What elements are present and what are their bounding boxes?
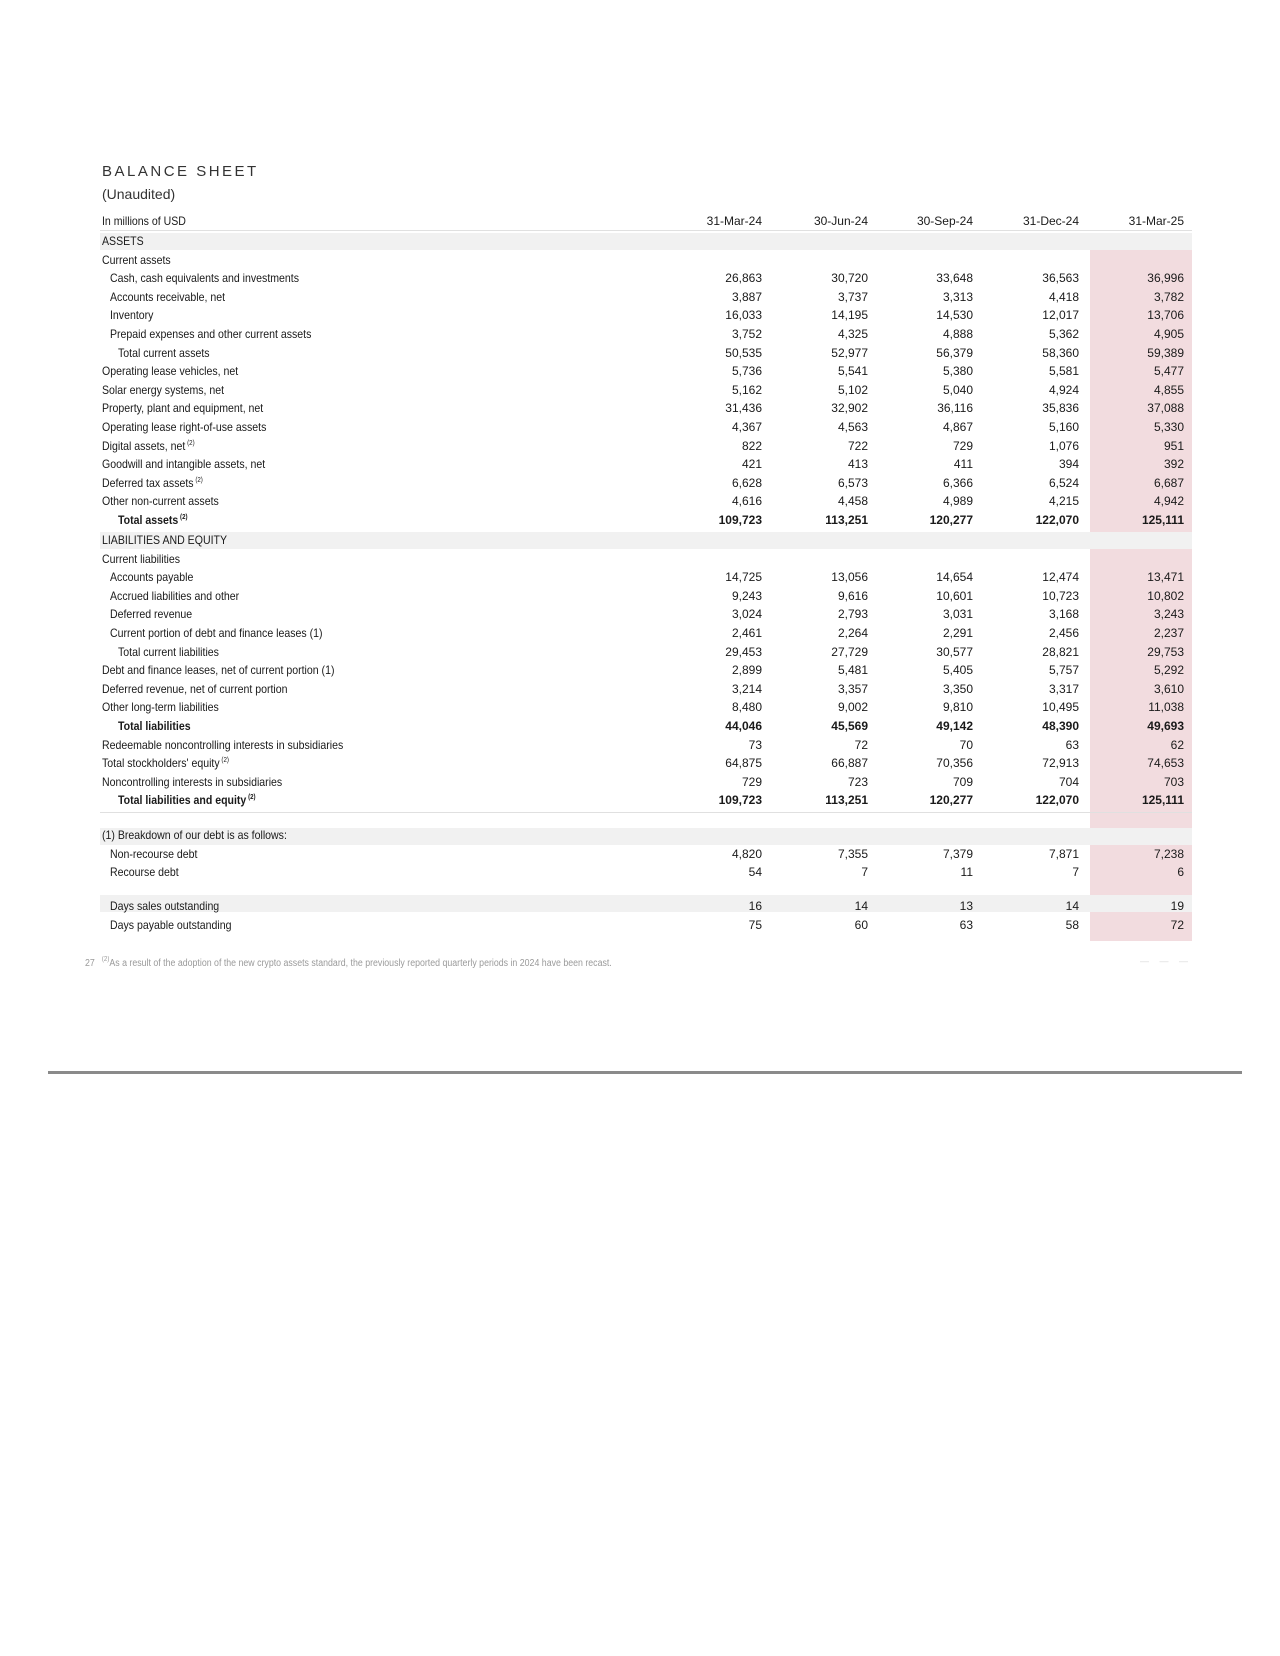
cell-value: 44,046 (725, 719, 762, 733)
cell-value: 3,752 (731, 327, 762, 341)
subtotal-row (100, 344, 1192, 363)
row-label: (1) Breakdown of our debt is as follows: (102, 828, 287, 842)
cell-value: 3,737 (837, 289, 868, 304)
cell-value: 4,942 (1153, 494, 1184, 509)
cell-value: 709 (952, 774, 973, 789)
table-row (100, 736, 1192, 755)
row-label: Other long-term liabilities (102, 700, 219, 715)
cell-value: 14 (854, 899, 868, 913)
cell-value: 72 (1170, 917, 1184, 932)
cell-value: 13 (959, 899, 973, 913)
units-label: In millions of USD (102, 214, 186, 228)
cell-value: 29,453 (725, 644, 762, 659)
row-label: Inventory (110, 308, 154, 323)
cell-value: 3,610 (1153, 681, 1184, 696)
table-row (100, 863, 1192, 882)
cell-value: 14,725 (725, 570, 762, 585)
cell-value: 704 (1058, 774, 1079, 789)
cell-value: 58,360 (1042, 345, 1079, 360)
row-label: Accounts payable (110, 570, 194, 585)
cell-value: 66,887 (831, 756, 868, 771)
cell-value: 5,477 (1153, 364, 1184, 379)
table-row (100, 325, 1192, 344)
cell-value: 19 (1170, 899, 1184, 913)
section-heading-liabilities (100, 531, 1192, 550)
cell-value: 5,292 (1153, 663, 1184, 678)
cell-value: 1,076 (1048, 438, 1079, 453)
cell-value: 120,277 (929, 793, 973, 808)
table-row (100, 680, 1192, 699)
cell-value: 36,563 (1042, 271, 1079, 286)
cell-value: 33,648 (936, 271, 973, 286)
row-label-text: Deferred tax assets (102, 475, 194, 490)
debt-breakdown-heading (100, 826, 1192, 845)
cell-value: 4,563 (837, 420, 868, 434)
cell-value: 5,481 (837, 663, 868, 678)
row-label: Current assets (102, 252, 171, 267)
cell-value: 59,389 (1147, 345, 1184, 360)
cell-value: 5,541 (837, 364, 868, 379)
cell-value: 5,330 (1153, 420, 1184, 434)
cell-value: 5,736 (731, 364, 762, 379)
row-label-text: Digital assets, net (102, 438, 186, 453)
cell-value: 723 (847, 774, 868, 789)
cell-value: 10,495 (1042, 700, 1079, 715)
cell-value: 3,168 (1048, 607, 1079, 622)
column-header: 31-Dec-24 (1022, 214, 1079, 228)
cell-value: 50,535 (725, 345, 762, 360)
row-label: Total current assets (118, 345, 210, 360)
cell-value: 7 (861, 865, 868, 880)
row-label: Deferred revenue (110, 607, 193, 622)
section-heading-assets (100, 232, 1192, 251)
cell-value: 56,379 (936, 345, 973, 360)
row-label: Accrued liabilities and other (110, 588, 240, 603)
cell-value: 13,056 (831, 570, 868, 585)
cell-value: 951 (1163, 438, 1184, 453)
row-label: Prepaid expenses and other current assets (110, 327, 312, 341)
cell-value: 72 (854, 737, 868, 752)
footnote-marker: (2) (101, 956, 110, 963)
cell-value: 36,996 (1147, 271, 1184, 286)
cell-value: 4,458 (837, 494, 868, 509)
cell-value: 113,251 (825, 793, 868, 808)
footnote (85, 958, 612, 969)
cell-value: 70 (959, 737, 973, 752)
cell-value: 113,251 (825, 513, 868, 527)
row-label: Other non-current assets (102, 494, 219, 509)
row-label-text: Total liabilities and equity (118, 793, 247, 808)
cell-value: 11 (960, 865, 973, 880)
cell-value: 28,821 (1042, 644, 1079, 659)
cell-value: 37,088 (1147, 401, 1184, 416)
row-label: Cash, cash equivalents and investments (110, 271, 300, 286)
cell-value: 722 (847, 438, 868, 453)
cell-value: 125,111 (1141, 793, 1184, 808)
cell-value: 5,581 (1048, 364, 1079, 379)
cell-value: 6,366 (942, 475, 973, 490)
cell-value: 5,162 (731, 382, 762, 397)
row-label-text: Total assets (118, 513, 179, 527)
table-row (100, 698, 1192, 717)
table-row (100, 455, 1192, 474)
cell-value: 72,913 (1042, 756, 1079, 771)
row-label: Noncontrolling interests in subsidiaries (102, 774, 283, 789)
cell-value: 13,471 (1147, 570, 1184, 585)
cell-value: 5,380 (942, 364, 973, 379)
cell-value: 14,530 (936, 308, 973, 323)
table-row (100, 381, 1192, 400)
table-row (100, 492, 1192, 511)
cell-value: 13,706 (1147, 308, 1184, 323)
cell-value: 70,356 (936, 756, 973, 771)
cell-value: 10,802 (1147, 588, 1184, 603)
page-number: 27 (85, 958, 95, 969)
cell-value: 7,355 (837, 846, 868, 861)
cell-value: 35,836 (1042, 401, 1079, 416)
cell-value: 125,111 (1141, 513, 1184, 527)
cell-value: 7,871 (1048, 846, 1079, 861)
page-title: BALANCE SHEET (102, 163, 259, 180)
cell-value: 12,017 (1042, 308, 1079, 323)
footnote-marker: (2) (195, 476, 203, 484)
column-header: 30-Jun-24 (813, 214, 868, 228)
column-header: 30-Sep-24 (916, 214, 973, 228)
cell-value: 54 (748, 865, 762, 880)
cell-value: 4,855 (1153, 382, 1184, 397)
footnote-marker: (2) (187, 439, 195, 447)
cell-value: 2,461 (731, 626, 762, 640)
cell-value: 3,313 (942, 289, 973, 304)
row-label: Current liabilities (102, 551, 181, 566)
cell-value: 2,291 (942, 626, 973, 640)
row-label: Current portion of debt and finance leases (1) (110, 626, 323, 640)
table-row (100, 399, 1192, 418)
footnote-marker: (2) (180, 514, 188, 521)
cell-value: 411 (953, 457, 973, 472)
row-label (118, 791, 256, 810)
row-label: Deferred revenue, net of current portion (102, 681, 288, 696)
cell-value: 703 (1163, 774, 1184, 789)
cell-value: 64,875 (725, 756, 762, 771)
cell-value: 5,405 (942, 663, 973, 678)
cell-value: 394 (1058, 457, 1079, 472)
subsection-heading-current-liabilities (100, 550, 1192, 569)
subsection-heading-current-assets (100, 251, 1192, 270)
table-row (100, 437, 1192, 456)
page-divider (48, 1071, 1242, 1074)
cell-value: 3,024 (731, 607, 762, 622)
row-label: Redeemable noncontrolling interests in subsidiaries (102, 737, 344, 752)
cell-value: 6 (1177, 865, 1184, 880)
cell-value: 31,436 (725, 401, 762, 416)
cell-value: 14,195 (831, 308, 868, 323)
cell-value: 122,070 (1035, 513, 1079, 527)
cell-value: 5,040 (942, 382, 973, 397)
cell-value: 9,616 (837, 588, 868, 603)
cell-value: 120,277 (929, 513, 973, 527)
cell-value: 2,793 (837, 607, 868, 622)
cell-value: 63 (959, 917, 973, 932)
column-header: 31-Mar-25 (1128, 214, 1184, 228)
table-row (100, 306, 1192, 325)
cell-value: 9,002 (837, 700, 868, 715)
row-label (102, 754, 229, 773)
cell-value: 3,350 (942, 681, 973, 696)
cell-value: 63 (1065, 737, 1079, 752)
subtotal-row (100, 643, 1192, 662)
row-label-text: Total stockholders' equity (102, 756, 220, 771)
cell-value: 14,654 (936, 570, 973, 585)
table-row (100, 624, 1192, 643)
cell-value: 109,723 (718, 793, 762, 808)
cell-value: 60 (854, 917, 868, 932)
cell-value: 6,524 (1048, 475, 1079, 490)
cell-value: 75 (748, 917, 762, 932)
cell-value: 7 (1072, 865, 1079, 880)
table-row (100, 773, 1192, 792)
cell-value: 4,616 (731, 494, 762, 509)
table-row (100, 288, 1192, 307)
row-label: Days sales outstanding (110, 899, 220, 913)
cell-value: 30,577 (936, 644, 973, 659)
row-label: Total current liabilities (118, 644, 219, 659)
cell-value: 3,782 (1153, 289, 1184, 304)
cell-value: 729 (952, 438, 973, 453)
table-row (100, 362, 1192, 381)
cell-value: 45,569 (831, 719, 868, 733)
cell-value: 12,474 (1042, 570, 1079, 585)
row-label: ASSETS (102, 234, 144, 248)
cell-value: 3,317 (1048, 681, 1079, 696)
cell-value: 10,601 (936, 588, 973, 603)
cell-value: 14 (1065, 899, 1079, 913)
total-row (100, 717, 1192, 736)
row-label: Days payable outstanding (110, 917, 232, 932)
cell-value: 4,418 (1048, 289, 1079, 304)
cell-value: 2,264 (837, 626, 868, 640)
cell-value: 8,480 (731, 700, 762, 715)
cell-value: 413 (847, 457, 868, 472)
cell-value: 4,905 (1153, 327, 1184, 341)
cell-value: 16,033 (725, 308, 762, 323)
cell-value: 4,924 (1048, 382, 1079, 397)
total-row (100, 511, 1192, 530)
table-row (100, 418, 1192, 437)
cell-value: 5,160 (1048, 420, 1079, 434)
cell-value: 421 (741, 457, 762, 472)
table-row (100, 661, 1192, 680)
table-row (100, 587, 1192, 606)
row-label: Property, plant and equipment, net (102, 401, 264, 416)
cell-value: 3,357 (837, 681, 868, 696)
footnote-marker: (2) (248, 794, 256, 802)
cell-value: 4,989 (942, 494, 973, 509)
column-header-row (100, 212, 1192, 231)
row-label (102, 474, 203, 493)
footnote-marker: (2) (221, 757, 229, 765)
cell-value: 5,362 (1048, 327, 1079, 341)
page-subtitle: (Unaudited) (102, 186, 176, 202)
cell-value: 122,070 (1035, 793, 1079, 808)
row-label: Total liabilities (118, 719, 191, 733)
cell-value: 48,390 (1042, 719, 1079, 733)
table-row (100, 474, 1192, 493)
table-row (100, 568, 1192, 587)
row-label: Operating lease vehicles, net (102, 364, 239, 379)
cell-value: 16 (748, 899, 762, 913)
cell-value: 6,687 (1153, 475, 1184, 490)
cell-value: 9,810 (942, 700, 973, 715)
table-row (100, 916, 1192, 935)
cell-value: 3,243 (1153, 607, 1184, 622)
cell-value: 729 (741, 774, 762, 789)
cell-value: 73 (748, 737, 762, 752)
cell-value: 2,456 (1048, 626, 1079, 640)
cell-value: 30,720 (831, 271, 868, 286)
cell-value: 5,102 (837, 382, 868, 397)
column-header: 31-Mar-24 (706, 214, 762, 228)
footnote-text: As a result of the adoption of the new crypto assets standard, the previously reported quarterly periods in 2024 have been recast. (109, 958, 612, 969)
row-label: Debt and finance leases, net of current portion (1) (102, 663, 335, 678)
cell-value: 3,031 (942, 607, 973, 622)
cell-value: 52,977 (831, 345, 868, 360)
cell-value: 4,888 (942, 327, 973, 341)
row-label: Non-recourse debt (110, 846, 198, 861)
table-row (100, 897, 1192, 916)
cell-value: 29,753 (1147, 644, 1184, 659)
cell-value: 4,367 (731, 420, 762, 434)
table-row (100, 754, 1192, 773)
row-label: Solar energy systems, net (102, 382, 225, 397)
cell-value: 109,723 (718, 513, 762, 527)
cell-value: 6,628 (731, 475, 762, 490)
cell-value: 2,237 (1153, 626, 1184, 640)
row-label: Recourse debt (110, 865, 179, 880)
row-label: Goodwill and intangible assets, net (102, 457, 266, 472)
cell-value: 2,899 (731, 663, 762, 678)
cell-value: 32,902 (831, 401, 868, 416)
cell-value: 36,116 (937, 401, 973, 416)
cell-value: 7,238 (1153, 846, 1184, 861)
cell-value: 4,820 (731, 846, 762, 861)
cell-value: 3,887 (731, 289, 762, 304)
cell-value: 26,863 (725, 271, 762, 286)
cell-value: 822 (741, 438, 762, 453)
cell-value: 74,653 (1147, 756, 1184, 771)
cell-value: 9,243 (731, 588, 762, 603)
section-rule (100, 812, 1192, 813)
cell-value: 10,723 (1042, 588, 1079, 603)
brand-logo-icon: — — — (1140, 956, 1193, 966)
cell-value: 4,325 (837, 327, 868, 341)
cell-value: 11,038 (1148, 700, 1184, 715)
table-row (100, 269, 1192, 288)
cell-value: 5,757 (1048, 663, 1079, 678)
total-row (100, 791, 1192, 810)
cell-value: 6,573 (837, 475, 868, 490)
table-row (100, 605, 1192, 624)
table-row (100, 845, 1192, 864)
cell-value: 27,729 (831, 644, 868, 659)
row-label: Accounts receivable, net (110, 289, 226, 304)
cell-value: 392 (1163, 457, 1184, 472)
cell-value: 7,379 (942, 846, 973, 861)
row-label: Operating lease right-of-use assets (102, 420, 267, 434)
cell-value: 62 (1170, 737, 1184, 752)
cell-value: 49,142 (936, 719, 973, 733)
cell-value: 49,693 (1147, 719, 1184, 733)
cell-value: 4,215 (1048, 494, 1079, 509)
row-label (118, 511, 188, 530)
cell-value: 4,867 (942, 420, 973, 434)
cell-value: 58 (1065, 917, 1079, 932)
row-label (102, 437, 195, 456)
row-label: LIABILITIES AND EQUITY (102, 533, 228, 547)
cell-value: 3,214 (731, 681, 762, 696)
